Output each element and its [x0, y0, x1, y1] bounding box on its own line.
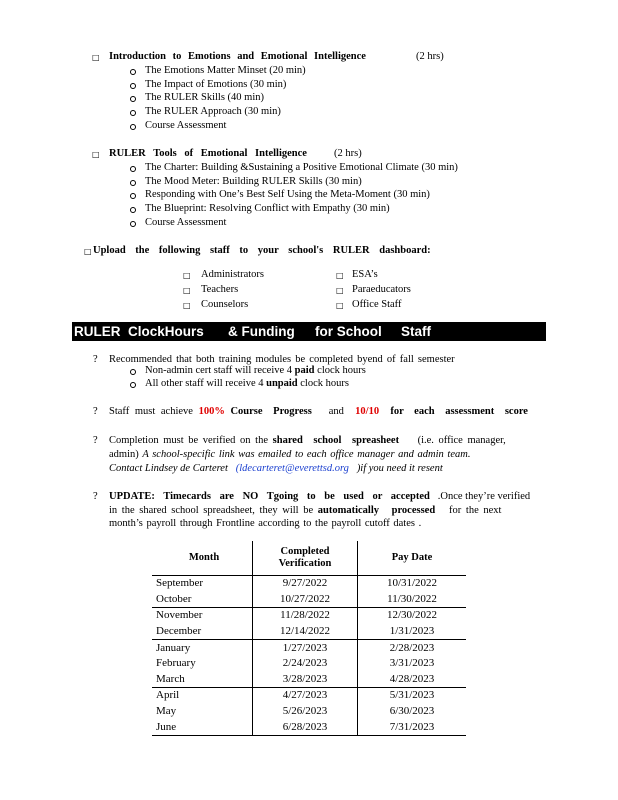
- staff-achieve-text: Staff must achieve 100% Course Progress and 10/10 for each assessment score: [109, 406, 528, 417]
- cell-pay-date: 10/31/2022: [386, 577, 438, 590]
- pay-schedule-table: [152, 541, 466, 736]
- paid-hours-text: Non-admin cert staff will receive 4 paid clock hours: [145, 365, 366, 376]
- table-header-row: [152, 541, 466, 576]
- table-row: [152, 640, 466, 656]
- banner-word: ClockHours: [128, 324, 204, 339]
- table-row: [152, 672, 466, 688]
- section2-item: Course Assessment: [145, 217, 227, 228]
- section2-item: The Charter: Building &Sustaining a Positive Emotional Climate (30 min): [145, 162, 458, 173]
- upload-heading: Upload the following staff to your school's RULER dashboard:: [93, 245, 431, 256]
- header-verification: Completed Verification: [253, 541, 358, 576]
- cell-month: January: [152, 640, 253, 656]
- completion-line-1: Completion must be verified on the shared school spreasheet (i.e. office manager,: [109, 435, 506, 446]
- cell-month: May: [156, 705, 177, 718]
- circle-bullet-icon: [130, 221, 136, 227]
- bullet-box-icon: □: [84, 247, 92, 256]
- cell-verification: 12/14/2022: [253, 624, 358, 640]
- cell-verification: 1/27/2023: [253, 640, 358, 656]
- circle-bullet-icon: [130, 110, 136, 116]
- staff-item: Counselors: [201, 299, 249, 310]
- cell-verification: 4/27/2023: [253, 688, 358, 704]
- cell-month: November: [152, 608, 253, 624]
- recommendation-text: Recommended that both training modules be completed byend of fall semester: [109, 354, 455, 365]
- staff-item: Administrators: [201, 269, 264, 280]
- cell-month: December: [156, 625, 202, 638]
- checkbox-icon: □: [336, 271, 344, 280]
- circle-bullet-icon: [130, 166, 136, 172]
- banner-word: for School: [315, 324, 382, 339]
- cell-pay-date: 11/30/2022: [387, 592, 437, 605]
- cell-pay-date: 5/31/2023: [358, 688, 467, 704]
- question-bullet: ?: [93, 435, 98, 446]
- circle-bullet-icon: [130, 207, 136, 213]
- checkbox-icon: □: [183, 271, 191, 280]
- cell-pay-date: 3/31/2023: [389, 657, 435, 670]
- circle-bullet-icon: [130, 69, 136, 75]
- table-row: [152, 688, 466, 704]
- section1-hours: (2 hrs): [416, 51, 444, 62]
- banner-word: Staff: [401, 324, 431, 339]
- checkbox-icon: □: [183, 301, 191, 310]
- staff-item: Paraeducators: [352, 284, 411, 295]
- cell-pay-date: 1/31/2023: [389, 625, 435, 638]
- cell-verification: 6/28/2023: [253, 719, 358, 735]
- cell-month: September: [156, 577, 204, 590]
- cell-month: October: [156, 592, 192, 605]
- circle-bullet-icon: [130, 180, 136, 186]
- update-line-3: month’s payroll through Frontline according to the payroll cutoff dates .: [109, 518, 422, 529]
- cell-pay-date: 2/28/2023: [358, 640, 467, 656]
- email-link[interactable]: (ldecarteret@everettsd.org: [235, 463, 349, 474]
- cell-month: June: [152, 719, 253, 735]
- cell-month: February: [156, 657, 196, 670]
- cell-pay-date: 7/31/2023: [358, 719, 467, 735]
- banner-word: RULER: [74, 324, 121, 339]
- section2-item: The Mood Meter: Building RULER Skills (30 min): [145, 176, 362, 187]
- section2-item: Responding with One’s Best Self Using the Meta-Moment (30 min): [145, 189, 430, 200]
- section-banner: [72, 322, 546, 341]
- cell-verification: 11/28/2022: [253, 608, 358, 624]
- cell-verification: 2/24/2023: [253, 656, 358, 672]
- question-bullet: ?: [93, 354, 98, 365]
- bullet-box-icon: □: [92, 53, 100, 62]
- table-row: [152, 624, 466, 640]
- cell-pay-date: 4/28/2023: [389, 672, 435, 685]
- circle-bullet-icon: [130, 382, 136, 388]
- section1-item: The Emotions Matter Minset (20 min): [145, 65, 306, 76]
- unpaid-hours-text: All other staff will receive 4 unpaid clock hours: [145, 378, 349, 389]
- cell-verification: 5/26/2023: [253, 704, 358, 720]
- section1-title: Introduction to Emotions and Emotional Intelligence: [109, 51, 366, 62]
- question-bullet: ?: [93, 491, 98, 502]
- circle-bullet-icon: [130, 124, 136, 130]
- staff-item: Teachers: [201, 284, 239, 295]
- header-pay-date: Pay Date: [358, 541, 467, 576]
- bullet-box-icon: □: [92, 150, 100, 159]
- table-row: [152, 704, 466, 720]
- header-month: Month: [152, 541, 253, 576]
- checkbox-icon: □: [336, 301, 344, 310]
- cell-verification: 3/28/2023: [253, 672, 358, 688]
- section2-hours: (2 hrs): [334, 148, 362, 159]
- cell-month: March: [156, 672, 185, 685]
- table-row: [152, 719, 466, 735]
- cell-verification: 9/27/2022: [253, 576, 358, 592]
- section1-item: The RULER Approach (30 min): [145, 106, 281, 117]
- section1-item: The RULER Skills (40 min): [145, 92, 264, 103]
- completion-line-3: Contact Lindsey de Carteret (ldecarteret@everettsd.org )if you need it resent: [109, 463, 443, 474]
- section1-item: Course Assessment: [145, 120, 227, 131]
- staff-item: ESA’s: [352, 269, 378, 280]
- checkbox-icon: □: [183, 286, 191, 295]
- section1-item: The Impact of Emotions (30 min): [145, 79, 287, 90]
- question-bullet: ?: [93, 406, 98, 417]
- circle-bullet-icon: [130, 96, 136, 102]
- cell-pay-date: 6/30/2023: [389, 705, 435, 718]
- update-line-1: UPDATE: Timecards are NO Tgoing to be used or accepted .Once they’re verified: [109, 491, 531, 502]
- table-row: [152, 608, 466, 624]
- table-row: [152, 592, 466, 608]
- table-row: [152, 656, 466, 672]
- staff-item: Office Staff: [352, 299, 402, 310]
- completion-line-2: admin) A school-specific link was emailed to each office manager and admin team.: [109, 449, 471, 460]
- circle-bullet-icon: [130, 83, 136, 89]
- cell-verification: 10/27/2022: [253, 592, 358, 608]
- banner-word: & Funding: [228, 324, 295, 339]
- checkbox-icon: □: [336, 286, 344, 295]
- cell-month: April: [152, 688, 253, 704]
- cell-pay-date: 12/30/2022: [358, 608, 467, 624]
- circle-bullet-icon: [130, 369, 136, 375]
- table-row: [152, 576, 466, 592]
- update-line-2: in the shared school spreadsheet, they will be automatically processed for the next: [109, 505, 502, 516]
- circle-bullet-icon: [130, 193, 136, 199]
- section2-title: RULER Tools of Emotional Intelligence: [109, 148, 307, 159]
- section2-item: The Blueprint: Resolving Conflict with Empathy (30 min): [145, 203, 390, 214]
